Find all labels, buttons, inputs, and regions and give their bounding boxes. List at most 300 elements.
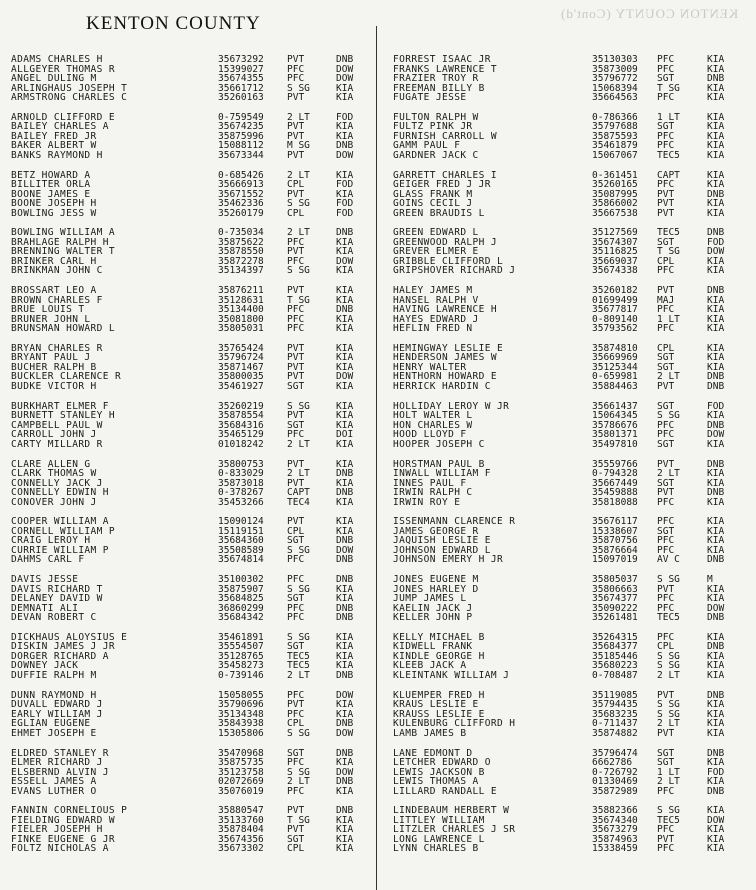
casualty-status: DNB — [707, 689, 725, 701]
record-group — [11, 344, 377, 392]
serial-number: 35880547 — [218, 805, 264, 817]
casualty-status: DOW — [336, 63, 354, 75]
rank: SGT — [657, 747, 675, 759]
serial-number: 15097019 — [592, 554, 638, 566]
serial-number: 35884463 — [592, 380, 638, 392]
record-row — [11, 844, 377, 854]
serial-number: 35806663 — [592, 583, 638, 595]
record-row — [393, 555, 756, 565]
serial-number: 35459888 — [592, 487, 638, 499]
rank: PFC — [287, 602, 305, 614]
serial-number: 35684377 — [592, 641, 638, 653]
casualty-status: FOD — [707, 236, 725, 248]
rank: PVT — [287, 410, 305, 422]
serial-number: 35134348 — [218, 708, 264, 720]
record-group — [11, 228, 377, 276]
serial-number: 35100302 — [218, 574, 264, 586]
record-group — [11, 286, 377, 334]
record-group — [11, 633, 377, 681]
serial-number: 02072669 — [218, 776, 264, 788]
rank: CPL — [287, 718, 305, 730]
rank: PFC — [657, 130, 675, 142]
serial-number: 35123758 — [218, 766, 264, 778]
record-group — [393, 344, 756, 392]
rank: SGT — [287, 535, 305, 547]
casualty-status: DNB — [336, 805, 354, 817]
rank: PVT — [657, 285, 675, 297]
soldier-name: HON CHARLES W — [393, 419, 473, 431]
serial-number: 35876664 — [592, 544, 638, 556]
soldier-name: DEVAN ROBERT C — [11, 612, 97, 624]
casualty-status: KIA — [707, 525, 725, 537]
soldier-name: KRAUS LESLIE E — [393, 699, 479, 711]
serial-number: 35669037 — [592, 255, 638, 267]
casualty-status: KIA — [336, 342, 354, 354]
soldier-name: LITZLER CHARLES J SR — [393, 824, 516, 836]
serial-number: 35260182 — [592, 285, 638, 297]
rank: 2 LT — [657, 718, 680, 730]
soldier-name: FIELER JOSEPH H — [11, 824, 103, 836]
rank: 2 LT — [657, 371, 680, 383]
rank: PFC — [657, 593, 675, 605]
casualty-status: DNB — [336, 468, 354, 480]
serial-number: 35554507 — [218, 641, 264, 653]
soldier-name: ELMER RICHARD J — [11, 757, 103, 769]
soldier-name: CLARK THOMAS W — [11, 468, 97, 480]
serial-number: 0-685426 — [218, 169, 264, 181]
serial-number: 0-659981 — [592, 371, 638, 383]
record-row — [11, 555, 377, 565]
casualty-status: DNB — [336, 54, 354, 65]
soldier-name: LEWIS THOMAS A — [393, 776, 479, 788]
serial-number: 15090124 — [218, 516, 264, 528]
serial-number: 35878550 — [218, 246, 264, 258]
casualty-status: DNB — [336, 602, 354, 614]
rank: PVT — [287, 188, 305, 200]
casualty-status: FOD — [336, 198, 354, 210]
soldier-name: GREEN EDWARD L — [393, 227, 479, 239]
casualty-status: DOW — [707, 814, 725, 826]
soldier-name: BROSSART LEO A — [11, 285, 97, 297]
record-row — [11, 324, 377, 334]
casualty-status: KIA — [336, 121, 354, 133]
serial-number: 35805031 — [218, 323, 264, 335]
rank: PFC — [287, 429, 305, 441]
casualty-status: FOD — [336, 207, 354, 219]
record-group — [393, 171, 756, 219]
rank: PFC — [657, 785, 675, 797]
serial-number: 35805037 — [592, 574, 638, 586]
serial-number: 35664563 — [592, 92, 638, 103]
rank: T SG — [657, 82, 680, 94]
casualty-status: DNB — [707, 487, 725, 499]
serial-number: 35872278 — [218, 255, 264, 267]
serial-number: 35661437 — [592, 400, 638, 412]
serial-number: 0-786366 — [592, 111, 638, 123]
rank: PFC — [287, 255, 305, 267]
soldier-name: HENRY WALTER — [393, 361, 467, 373]
serial-number: 0-708487 — [592, 669, 638, 681]
casualty-status: KIA — [336, 236, 354, 248]
record-row — [393, 324, 756, 334]
record-group — [11, 171, 377, 219]
casualty-status: KIA — [707, 361, 725, 373]
rank: PFC — [287, 574, 305, 586]
rank: S SG — [287, 400, 310, 412]
record-group — [11, 55, 377, 103]
casualty-status: KIA — [336, 593, 354, 605]
serial-number: 35260219 — [218, 400, 264, 412]
casualty-status: KIA — [707, 833, 725, 845]
rank: PFC — [657, 516, 675, 528]
soldier-name: CAMPBELL PAUL W — [11, 419, 103, 431]
casualty-status: KIA — [707, 805, 725, 817]
soldier-name: DAHMS CARL F — [11, 554, 85, 566]
soldier-name: ARNOLD CLIFFORD E — [11, 111, 116, 123]
serial-number: 35874810 — [592, 342, 638, 354]
casualty-status: KIA — [707, 699, 725, 711]
soldier-name: FIELDING EDWARD W — [11, 814, 116, 826]
soldier-name: HOOD LLOYD F — [393, 429, 467, 441]
rank: PFC — [657, 631, 675, 643]
soldier-name: BAILEY CHARLES A — [11, 121, 109, 133]
rank: 2 LT — [657, 669, 680, 681]
casualty-status: KIA — [336, 641, 354, 653]
rank: PFC — [657, 304, 675, 316]
record-row — [393, 151, 756, 161]
serial-number: 35461891 — [218, 631, 264, 643]
casualty-status: DOI — [336, 429, 354, 441]
casualty-status: DOW — [707, 429, 725, 441]
soldier-name: BURKHART ELMER F — [11, 400, 109, 412]
rank: PFC — [287, 612, 305, 624]
soldier-name: ESSELL JAMES A — [11, 776, 97, 788]
casualty-status: DOW — [336, 371, 354, 383]
serial-number: 01018242 — [218, 438, 264, 450]
soldier-name: EVANS LUTHER O — [11, 785, 97, 797]
rank: SGT — [657, 121, 675, 133]
rank: SGT — [657, 400, 675, 412]
rank: PVT — [287, 805, 305, 817]
serial-number: 35116825 — [592, 246, 638, 258]
soldier-name: DAVIS RICHARD T — [11, 583, 103, 595]
casualty-status: KIA — [336, 246, 354, 258]
record-row — [11, 498, 377, 508]
rank: S SG — [657, 410, 680, 422]
record-group — [11, 691, 377, 739]
serial-number: 36860299 — [218, 602, 264, 614]
rank: CPL — [657, 255, 675, 267]
soldier-name: BUDKE VICTOR H — [11, 380, 97, 392]
serial-number: 35818088 — [592, 496, 638, 508]
rank: S SG — [287, 82, 310, 94]
rank: PVT — [287, 352, 305, 364]
soldier-name: KLEEB JACK A — [393, 660, 467, 672]
rank: S SG — [657, 650, 680, 662]
rank: PFC — [657, 419, 675, 431]
rank: SGT — [657, 438, 675, 450]
record-group — [393, 402, 756, 450]
serial-number: 35871467 — [218, 361, 264, 373]
rank: CPL — [657, 641, 675, 653]
casualty-status: KIA — [336, 438, 354, 450]
rank: PVT — [287, 699, 305, 711]
casualty-status: DNB — [707, 458, 725, 470]
rank: PFC — [287, 323, 305, 335]
rank: PFC — [657, 496, 675, 508]
soldier-name: KAELIN JACK J — [393, 602, 473, 614]
soldier-name: DEMNATI ALI — [11, 602, 79, 614]
serial-number: 35185446 — [592, 650, 638, 662]
record-row — [393, 844, 756, 854]
casualty-status: KIA — [707, 650, 725, 662]
rank: PFC — [657, 92, 675, 103]
serial-number: 15119151 — [218, 525, 264, 537]
serial-number: 35875622 — [218, 236, 264, 248]
rank: PVT — [287, 824, 305, 836]
serial-number: 35793562 — [592, 323, 638, 335]
casualty-status: KIA — [707, 121, 725, 133]
soldier-name: HENTHORN HOWARD E — [393, 371, 498, 383]
soldier-name: EARLY WILLIAM J — [11, 708, 103, 720]
soldier-name: JAQUISH LESLIE E — [393, 535, 491, 547]
rank: TEC5 — [287, 660, 310, 672]
casualty-status: DOW — [707, 246, 725, 258]
serial-number: 35874963 — [592, 833, 638, 845]
soldier-name: IRWIN RALPH C — [393, 487, 473, 499]
soldier-name: JOHNSON EMERY H JR — [393, 554, 504, 566]
casualty-status: KIA — [336, 650, 354, 662]
casualty-status: KIA — [336, 265, 354, 277]
serial-number: 35796474 — [592, 747, 638, 759]
casualty-status: KIA — [336, 92, 354, 103]
casualty-status: KIA — [336, 294, 354, 306]
rank: PFC — [657, 429, 675, 441]
casualty-status: DOW — [336, 689, 354, 701]
soldier-name: BOWLING WILLIAM A — [11, 227, 116, 239]
soldier-name: DAVIS JESSE — [11, 574, 79, 586]
casualty-status: KIA — [336, 400, 354, 412]
casualty-status: KIA — [336, 660, 354, 672]
casualty-status: KIA — [707, 179, 725, 191]
casualty-status: KIA — [336, 352, 354, 364]
soldier-name: FORREST ISAAC JR — [393, 54, 491, 65]
casualty-status: KIA — [707, 140, 725, 152]
rank: PFC — [657, 824, 675, 836]
soldier-name: DELANEY DAVID W — [11, 593, 103, 605]
soldier-name: BANKS RAYMOND H — [11, 149, 103, 161]
serial-number: 35786676 — [592, 419, 638, 431]
casualty-status: DNB — [707, 785, 725, 797]
serial-number: 15067067 — [592, 149, 638, 161]
soldier-name: CONNELLY EDWIN H — [11, 487, 109, 499]
serial-number: 0-739146 — [218, 669, 264, 681]
soldier-name: ALLGEYER THOMAS R — [11, 63, 116, 75]
record-group — [393, 691, 756, 739]
casualty-status: KIA — [707, 130, 725, 142]
soldier-name: HAYES EDWARD J — [393, 313, 479, 325]
casualty-status: KIA — [336, 477, 354, 489]
soldier-name: ARMSTRONG CHARLES C — [11, 92, 128, 103]
serial-number: 35497810 — [592, 438, 638, 450]
serial-number: 35684316 — [218, 419, 264, 431]
casualty-status: KIA — [336, 169, 354, 181]
rank: PFC — [657, 323, 675, 335]
rank: SGT — [657, 361, 675, 373]
soldier-name: ELDRED STANLEY R — [11, 747, 109, 759]
casualty-status: KIA — [707, 843, 725, 855]
record-group — [11, 806, 377, 854]
serial-number: 0-809140 — [592, 313, 638, 325]
casualty-status: KIA — [707, 496, 725, 508]
serial-number: 35260165 — [592, 179, 638, 191]
serial-number: 35667538 — [592, 207, 638, 219]
rank: SGT — [287, 833, 305, 845]
rank: PFC — [287, 63, 305, 75]
serial-number: 01699499 — [592, 294, 638, 306]
serial-number: 35133760 — [218, 814, 264, 826]
soldier-name: GREEN BRAUDIS L — [393, 207, 485, 219]
soldier-name: BETZ HOWARD A — [11, 169, 91, 181]
soldier-name: CONNELLY JACK J — [11, 477, 103, 489]
record-row — [393, 729, 756, 739]
casualty-status: DNB — [707, 747, 725, 759]
casualty-status: KIA — [707, 323, 725, 335]
rank: PVT — [287, 54, 305, 65]
soldier-name: LITTLEY WILLIAM — [393, 814, 485, 826]
soldier-name: BROWN CHARLES F — [11, 294, 103, 306]
casualty-status: DNB — [336, 304, 354, 316]
soldier-name: HORSTMAN PAUL B — [393, 458, 485, 470]
soldier-name: HEFLIN FRED N — [393, 323, 473, 335]
record-row — [11, 266, 377, 276]
serial-number: 35087995 — [592, 188, 638, 200]
record-row — [11, 382, 377, 392]
soldier-name: GREVER ELMER E — [393, 246, 479, 258]
record-row — [11, 671, 377, 681]
serial-number: 35878404 — [218, 824, 264, 836]
soldier-name: CURRIE WILLIAM P — [11, 544, 109, 556]
casualty-status: DNB — [707, 612, 725, 624]
casualty-status: KIA — [707, 824, 725, 836]
casualty-status: KIA — [336, 833, 354, 845]
soldier-name: LEWIS JACKSON B — [393, 766, 485, 778]
record-group — [393, 113, 756, 161]
rank: SGT — [657, 477, 675, 489]
rank: PFC — [657, 544, 675, 556]
soldier-name: FRANKS LAWRENCE T — [393, 63, 498, 75]
rank: M SG — [287, 140, 310, 152]
casualty-status: DOW — [707, 602, 725, 614]
rank: S SG — [287, 583, 310, 595]
casualty-status: KIA — [707, 169, 725, 181]
serial-number: 35261481 — [592, 612, 638, 624]
casualty-status: KIA — [707, 669, 725, 681]
serial-number: 15064345 — [592, 410, 638, 422]
soldier-name: GEIGER FRED J JR — [393, 179, 491, 191]
rank: CPL — [287, 525, 305, 537]
serial-number: 35081800 — [218, 313, 264, 325]
casualty-status: DNB — [336, 487, 354, 499]
serial-number: 35870756 — [592, 535, 638, 547]
rank: PFC — [657, 535, 675, 547]
serial-number: 01330469 — [592, 776, 638, 788]
serial-number: 35876211 — [218, 285, 264, 297]
soldier-name: GAMM PAUL F — [393, 140, 461, 152]
record-group — [11, 517, 377, 565]
rank: 2 LT — [287, 776, 310, 788]
soldier-name: ARLINGHAUS JOSEPH T — [11, 82, 128, 94]
rank: PFC — [657, 63, 675, 75]
soldier-name: DUNN RAYMOND H — [11, 689, 97, 701]
soldier-name: EHMET JOSEPH E — [11, 727, 97, 739]
soldier-name: GARDNER JACK C — [393, 149, 479, 161]
rank: T SG — [287, 294, 310, 306]
serial-number: 35790696 — [218, 699, 264, 711]
casualty-status: KIA — [707, 776, 725, 788]
soldier-name: GRIBBLE CLIFFORD L — [393, 255, 504, 267]
casualty-status: DNB — [707, 285, 725, 297]
rank: SGT — [287, 747, 305, 759]
soldier-name: FREEMAN BILLY B — [393, 82, 485, 94]
soldier-name: KULENBURG CLIFFORD H — [393, 718, 516, 730]
serial-number: 35458273 — [218, 660, 264, 672]
soldier-name: BILLITER ORLA — [11, 179, 91, 191]
rank: MAJ — [657, 294, 675, 306]
record-row — [393, 671, 756, 681]
casualty-status: DNB — [707, 554, 725, 566]
soldier-name: HERRICK HARDIN C — [393, 380, 491, 392]
serial-number: 35796772 — [592, 73, 638, 84]
casualty-status: KIA — [336, 130, 354, 142]
soldier-name: HAVING LAWRENCE H — [393, 304, 498, 316]
rank: CPL — [287, 207, 305, 219]
casualty-status: KIA — [336, 814, 354, 826]
casualty-status: DNB — [336, 140, 354, 152]
casualty-status: KIA — [707, 352, 725, 364]
casualty-status: KIA — [336, 419, 354, 431]
casualty-status: KIA — [336, 285, 354, 297]
rank: PVT — [657, 833, 675, 845]
serial-number: 35128765 — [218, 650, 264, 662]
soldier-name: KINDLE GEORGE H — [393, 650, 485, 662]
casualty-status: DNB — [336, 747, 354, 759]
casualty-status: KIA — [707, 593, 725, 605]
casualty-status: KIA — [707, 438, 725, 450]
casualty-status: KIA — [707, 477, 725, 489]
rank: PVT — [657, 188, 675, 200]
soldier-name: DICKHAUS ALOYSIUS E — [11, 631, 128, 643]
soldier-name: HOLT WALTER L — [393, 410, 473, 422]
soldier-name: DUVALL EDWARD J — [11, 699, 103, 711]
casualty-status: KIA — [336, 313, 354, 325]
casualty-status: M — [707, 574, 713, 586]
record-group — [393, 286, 756, 334]
soldier-name: KLUEMPER FRED H — [393, 689, 485, 701]
casualty-status: KIA — [707, 342, 725, 354]
casualty-status: KIA — [707, 313, 725, 325]
soldier-name: FRAZIER TROY R — [393, 73, 479, 84]
rank: PVT — [657, 689, 675, 701]
record-group — [393, 749, 756, 797]
serial-number: 15399027 — [218, 63, 264, 75]
serial-number: 35673302 — [218, 843, 264, 855]
soldier-name: IRWIN ROY E — [393, 496, 461, 508]
rank: PVT — [287, 285, 305, 297]
soldier-name: BAKER ALBERT W — [11, 140, 97, 152]
soldier-name: BRYANT PAUL J — [11, 352, 91, 364]
record-row — [393, 382, 756, 392]
